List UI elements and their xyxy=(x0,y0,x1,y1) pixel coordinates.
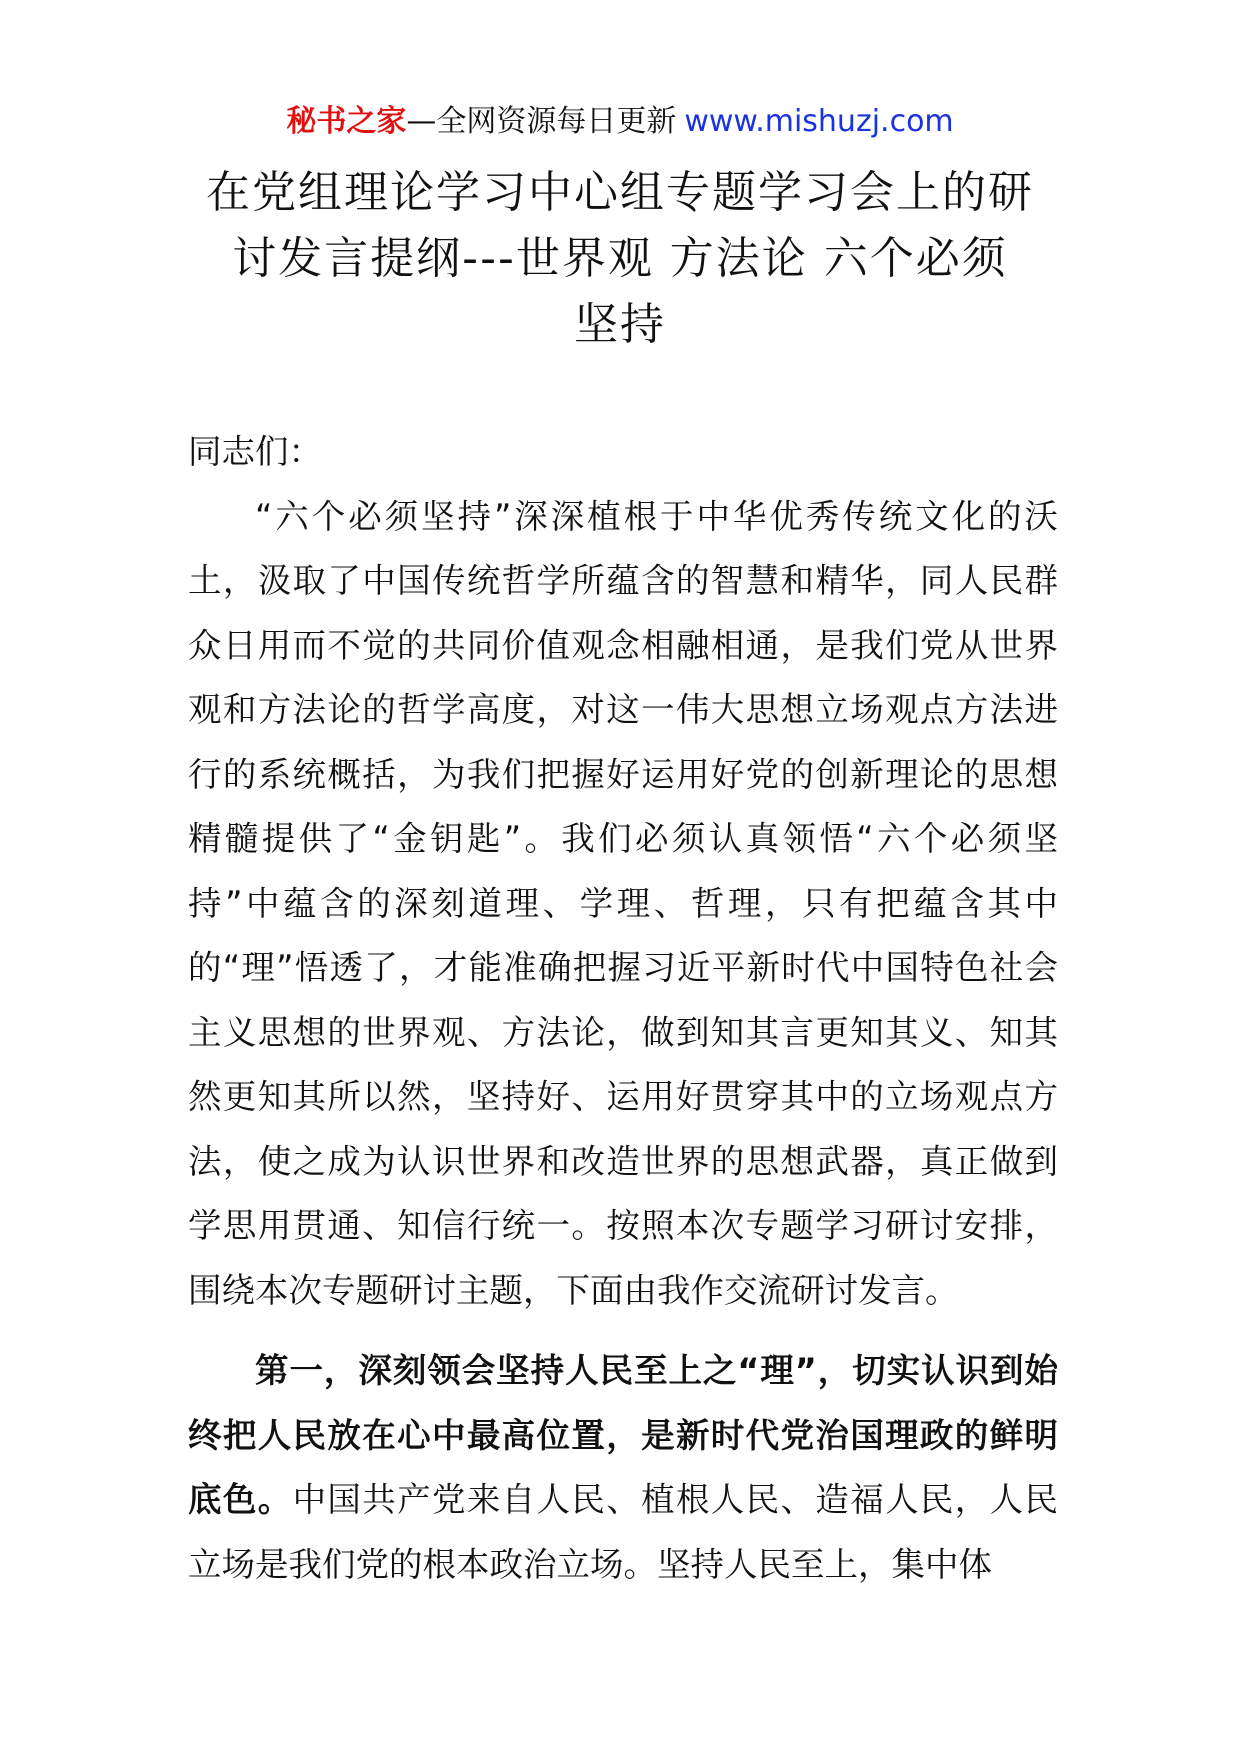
header-tagline: —全网资源每日更新 xyxy=(406,104,677,139)
document-title xyxy=(190,160,1050,358)
paragraph-intro: “六个必须坚持”深深植根于中华优秀传统文化的沃土，汲取了中国传统哲学所蕴含的智慧和精华，同人民群众日用而不觉的共同价值观念相融相通，是我们党从世界观和方法论的哲学高度，对这一伟大思想立场观点方法进行的系统概括，为我们把握好运用好党的创新理论的思想精髓提供了“金钥匙”。我们必须认真领悟“六个必须坚持”中蕴含的深刻道理、学理、哲理，只有把蕴含其中的“理”悟透了，才能准确把握习近平新时代中国特色社会主义思想的世界观、方法论，做到知其言更知其义、知其然更知其所以然，坚持好、运用好贯穿其中的立场观点方法，使之成为认识世界和改造世界的思想武器，真正做到学思用贯通、知信行统一。按照本次专题学习研讨安排，围绕本次专题研讨主题，下面由我作交流研讨发言。 xyxy=(188,496,1058,1310)
site-header xyxy=(0,100,1240,144)
title-line-2: 讨发言提纲---世界观 方法论 六个必须 xyxy=(232,233,1008,284)
title-line-1: 在党组理论学习中心组专题学习会上的研 xyxy=(206,167,1034,218)
document-body xyxy=(188,420,1058,1720)
brand-name: 秘书之家 xyxy=(286,104,407,139)
section-1-text: 中国共产党来自人民、植根人民、造福人民，人民立场是我们党的根本政治立场。坚持人民至上，集中体 xyxy=(188,1480,1058,1584)
title-line-3: 坚持 xyxy=(574,299,666,350)
body-content xyxy=(188,420,1058,1720)
paragraph-section-1 xyxy=(188,1339,1058,1597)
salutation: 同志们： xyxy=(188,432,322,471)
section-1-lead: 第一，深刻领会坚持人民至上之“理”，切实认识到始终把人民放在心中最高位置，是新时代党治国理政的鲜明底色。 xyxy=(188,1351,1058,1519)
site-url[interactable]: www.mishuzj.com xyxy=(684,104,954,139)
